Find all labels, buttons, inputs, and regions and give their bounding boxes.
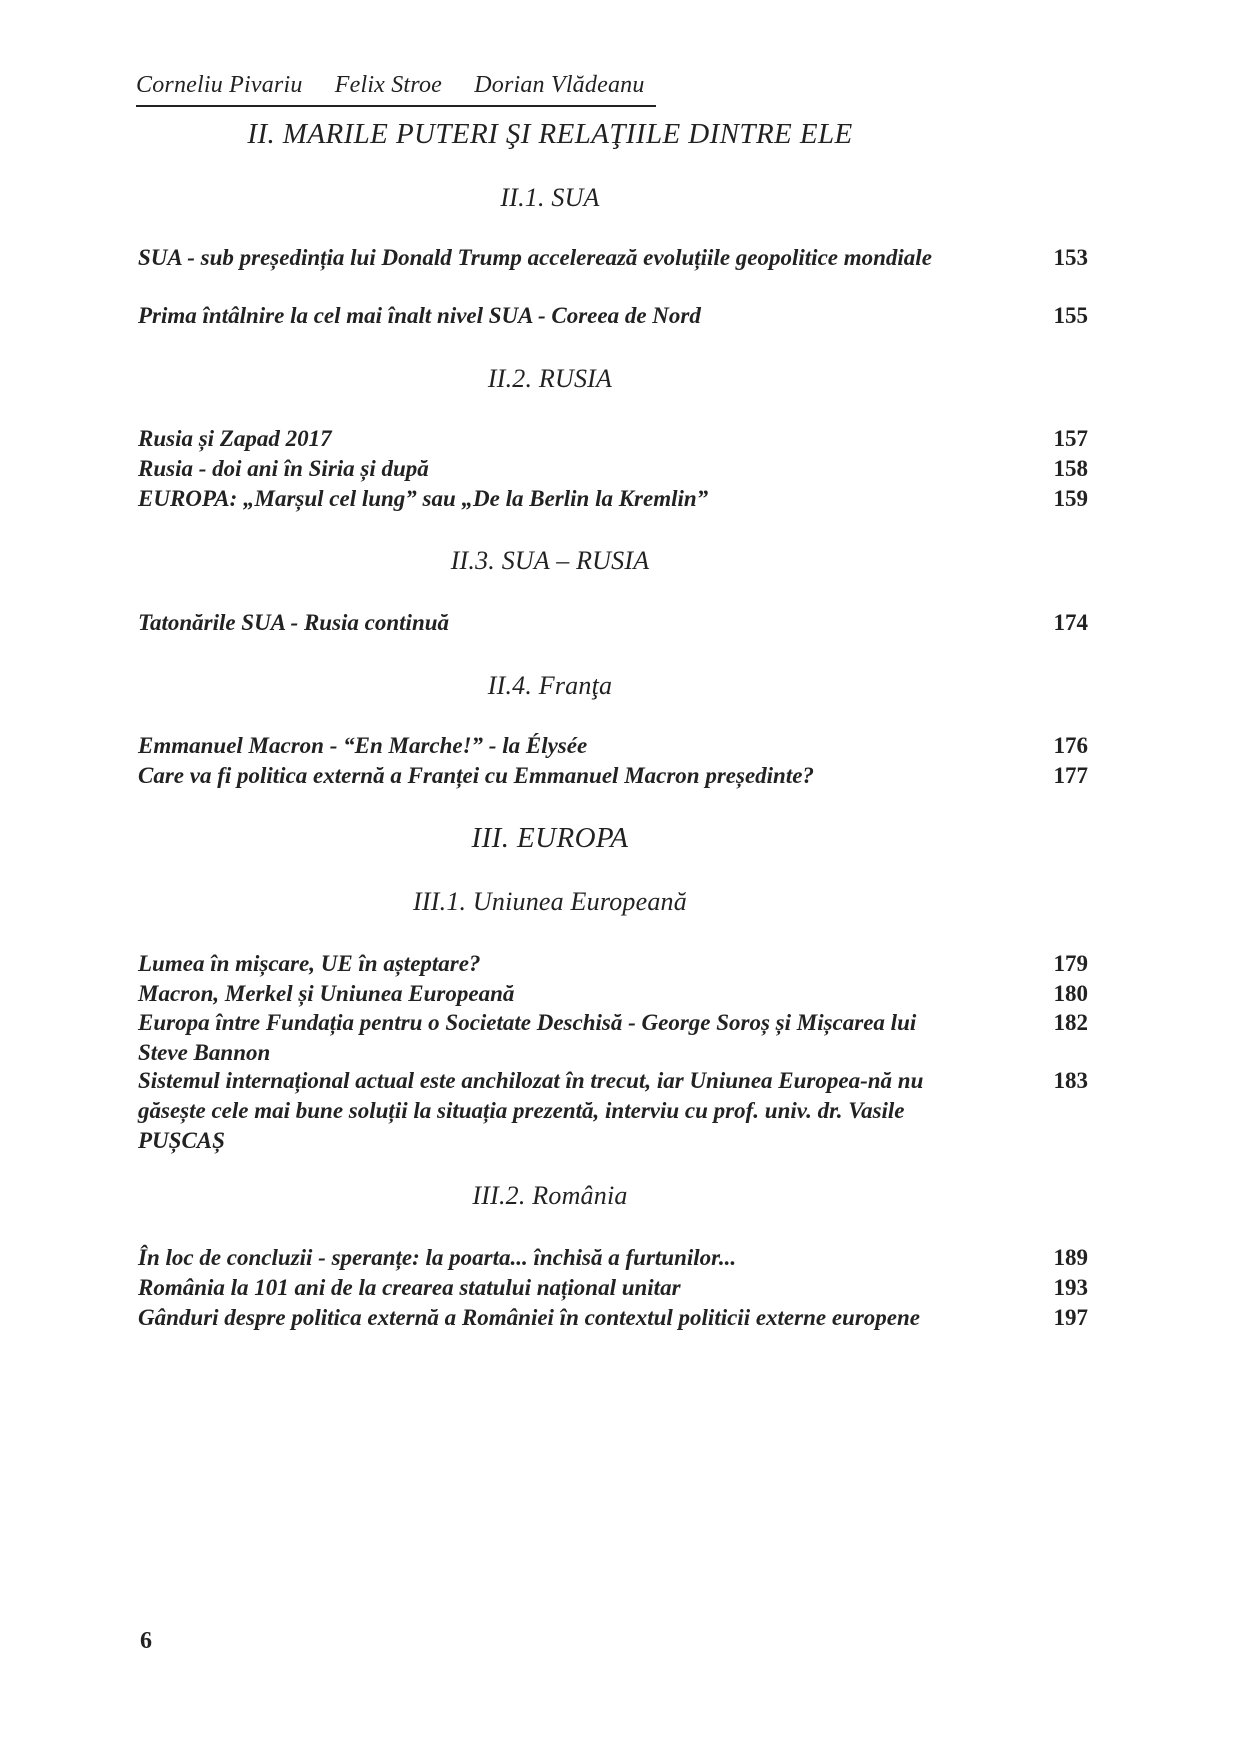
author-name: Corneliu Pivariu bbox=[136, 72, 303, 98]
section-heading: II.1. SUA bbox=[500, 183, 600, 212]
toc-entry[interactable] bbox=[138, 761, 1088, 791]
toc-entry[interactable] bbox=[138, 1273, 1088, 1303]
author-name: Felix Stroe bbox=[334, 72, 443, 98]
toc-entry-page: 193 bbox=[1053, 1275, 1088, 1300]
toc-entry-page: 197 bbox=[1053, 1305, 1088, 1330]
toc-entry-page: 180 bbox=[1053, 981, 1088, 1006]
toc-entry-title: Macron, Merkel și Uniunea Europeană bbox=[138, 981, 515, 1006]
toc-entry-title: Care va fi politica externă a Franței cu Emmanuel Macron președinte? bbox=[138, 763, 814, 788]
toc-entry-title: Tatonările SUA - Rusia continuă bbox=[138, 610, 450, 635]
toc-entry[interactable] bbox=[138, 608, 1088, 638]
toc-entry-title: Sistemul internațional actual este anchilozat în trecut, iar Uniunea Europea-nă nu găsește cele mai bune soluții la situația prezentă, interviu cu prof. univ. dr. Vasile PUȘCAȘ bbox=[138, 1068, 924, 1153]
toc-entry-title: În loc de concluzii - speranțe: la poarta... închisă a furtunilor... bbox=[138, 1245, 737, 1270]
toc-entry[interactable] bbox=[138, 731, 1088, 761]
running-head bbox=[136, 72, 656, 107]
toc-entry-title: Prima întâlnire la cel mai înalt nivel SUA - Coreea de Nord bbox=[138, 303, 701, 328]
toc-entry[interactable] bbox=[138, 1243, 1088, 1273]
toc-entry-title: Rusia - doi ani în Siria și după bbox=[138, 456, 429, 481]
toc-entry-title: Emmanuel Macron - “En Marche!” - la Élysée bbox=[138, 733, 588, 758]
toc-entry-page: 153 bbox=[1053, 245, 1088, 270]
chapter-heading: II. MARILE PUTERI ŞI RELAŢIILE DINTRE ELE bbox=[247, 118, 853, 150]
toc-entry[interactable] bbox=[138, 1303, 1088, 1333]
toc-entry-title: Rusia și Zapad 2017 bbox=[138, 426, 332, 451]
section-heading: III.1. Uniunea Europeană bbox=[413, 887, 687, 916]
toc-entry[interactable] bbox=[138, 243, 1088, 273]
author-name: Dorian Vlădeanu bbox=[474, 72, 645, 98]
section-heading: III.2. România bbox=[472, 1181, 628, 1210]
toc-entry-title: SUA - sub președinția lui Donald Trump accelerează evoluțiile geopolitice mondiale bbox=[138, 245, 932, 270]
toc-entry-page: 158 bbox=[1053, 456, 1088, 481]
toc-entry[interactable] bbox=[138, 1008, 1088, 1068]
toc-entry-title: Europa între Fundația pentru o Societate Deschisă - George Soroș și Mișcarea lui Steve Bannon bbox=[138, 1010, 917, 1065]
toc-entry-page: 176 bbox=[1053, 733, 1088, 758]
chapter-heading: III. EUROPA bbox=[471, 822, 629, 854]
toc-entry-title: Gânduri despre politica externă a României în contextul politicii externe europene bbox=[138, 1305, 920, 1330]
section-heading: II.4. Franţa bbox=[487, 671, 613, 700]
page-number: 6 bbox=[140, 1628, 152, 1654]
toc-entry-page: 182 bbox=[1053, 1010, 1088, 1035]
toc-entry-page: 157 bbox=[1053, 426, 1088, 451]
toc-entry-page: 155 bbox=[1053, 303, 1088, 328]
toc-entry[interactable] bbox=[138, 484, 1088, 514]
toc-entry-page: 179 bbox=[1053, 951, 1088, 976]
toc-entry-title: EUROPA: „Marșul cel lung” sau „De la Berlin la Kremlin” bbox=[138, 486, 709, 511]
section-heading: II.3. SUA – RUSIA bbox=[450, 546, 650, 575]
toc-entry[interactable] bbox=[138, 454, 1088, 484]
toc-entry-page: 174 bbox=[1053, 610, 1088, 635]
toc-entry[interactable] bbox=[138, 979, 1088, 1009]
section-heading: II.2. RUSIA bbox=[487, 364, 613, 393]
toc-entry-page: 177 bbox=[1053, 763, 1088, 788]
toc-entry[interactable] bbox=[138, 949, 1088, 979]
toc-entry-page: 189 bbox=[1053, 1245, 1088, 1270]
toc-entry[interactable] bbox=[138, 301, 1088, 331]
toc-entry-page: 159 bbox=[1053, 486, 1088, 511]
toc-entry-title: România la 101 ani de la crearea statului național unitar bbox=[138, 1275, 681, 1300]
toc-entry-page: 183 bbox=[1053, 1068, 1088, 1093]
toc-entry[interactable] bbox=[138, 1066, 1088, 1156]
toc-entry-title: Lumea în mișcare, UE în așteptare? bbox=[138, 951, 481, 976]
toc-entry[interactable] bbox=[138, 424, 1088, 454]
